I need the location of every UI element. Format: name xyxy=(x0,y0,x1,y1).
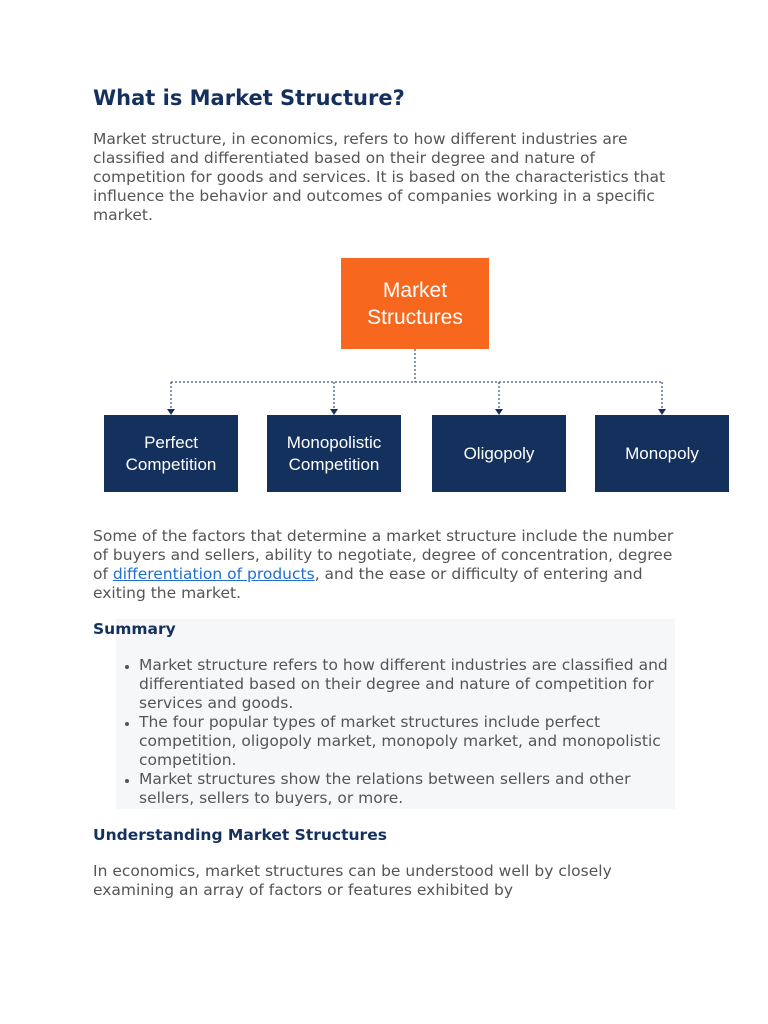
market-structures-box xyxy=(341,258,489,349)
child-label-line2: Competition xyxy=(288,454,380,474)
summary-heading: Summary xyxy=(93,620,176,638)
child-label-line2: Competition xyxy=(125,454,217,474)
monopolistic-competition-box xyxy=(267,415,401,492)
factors-text-after: , and the ease or difficulty of entering and exiting the market. xyxy=(93,565,643,602)
child-label-line1: Monopolistic xyxy=(286,432,382,452)
summary-item: • The four popular types of market structures include perfect competition, oligopoly market, monopoly market, and monopolistic competition. xyxy=(139,713,679,770)
page-title: What is Market Structure? xyxy=(93,86,405,110)
child-label-line1: Monopoly xyxy=(625,443,699,463)
understanding-paragraph: In economics, market structures can be understood well by closely examining an array of factors or features exhibited by xyxy=(93,862,612,899)
child-label-line1: Oligopoly xyxy=(463,443,535,463)
summary-item: • Market structures show the relations between sellers and other sellers, sellers to buyers, or more. xyxy=(139,770,679,808)
child-label-line1: Perfect xyxy=(144,432,198,452)
factors-text-before: Some of the factors that determine a market structure include the number of buyers and sellers, ability to negotiate, degree of concentration, degree of xyxy=(93,527,674,583)
summary-list xyxy=(116,656,679,808)
understanding-heading: Understanding Market Structures xyxy=(93,826,387,844)
perfect-competition-box xyxy=(104,415,238,492)
factors-paragraph xyxy=(93,527,683,603)
summary-item: • Market structure refers to how different industries are classified and differentiated based on their degree and nature of competition for services and goods. xyxy=(139,656,679,713)
market-structures-diagram xyxy=(100,255,734,500)
root-label-line1: Market xyxy=(382,278,448,302)
oligopoly-box xyxy=(432,415,566,492)
differentiation-of-products-link[interactable]: differentiation of products xyxy=(112,565,315,583)
root-label-line2: Structures xyxy=(367,305,463,329)
intro-paragraph: Market structure, in economics, refers to how different industries are classified and differentiated based on their degree and nature of competition for goods and services. It is based on the characteristics that influence the behavior and outcomes of companies working in a specific market. xyxy=(93,130,666,224)
monopoly-box xyxy=(595,415,729,492)
